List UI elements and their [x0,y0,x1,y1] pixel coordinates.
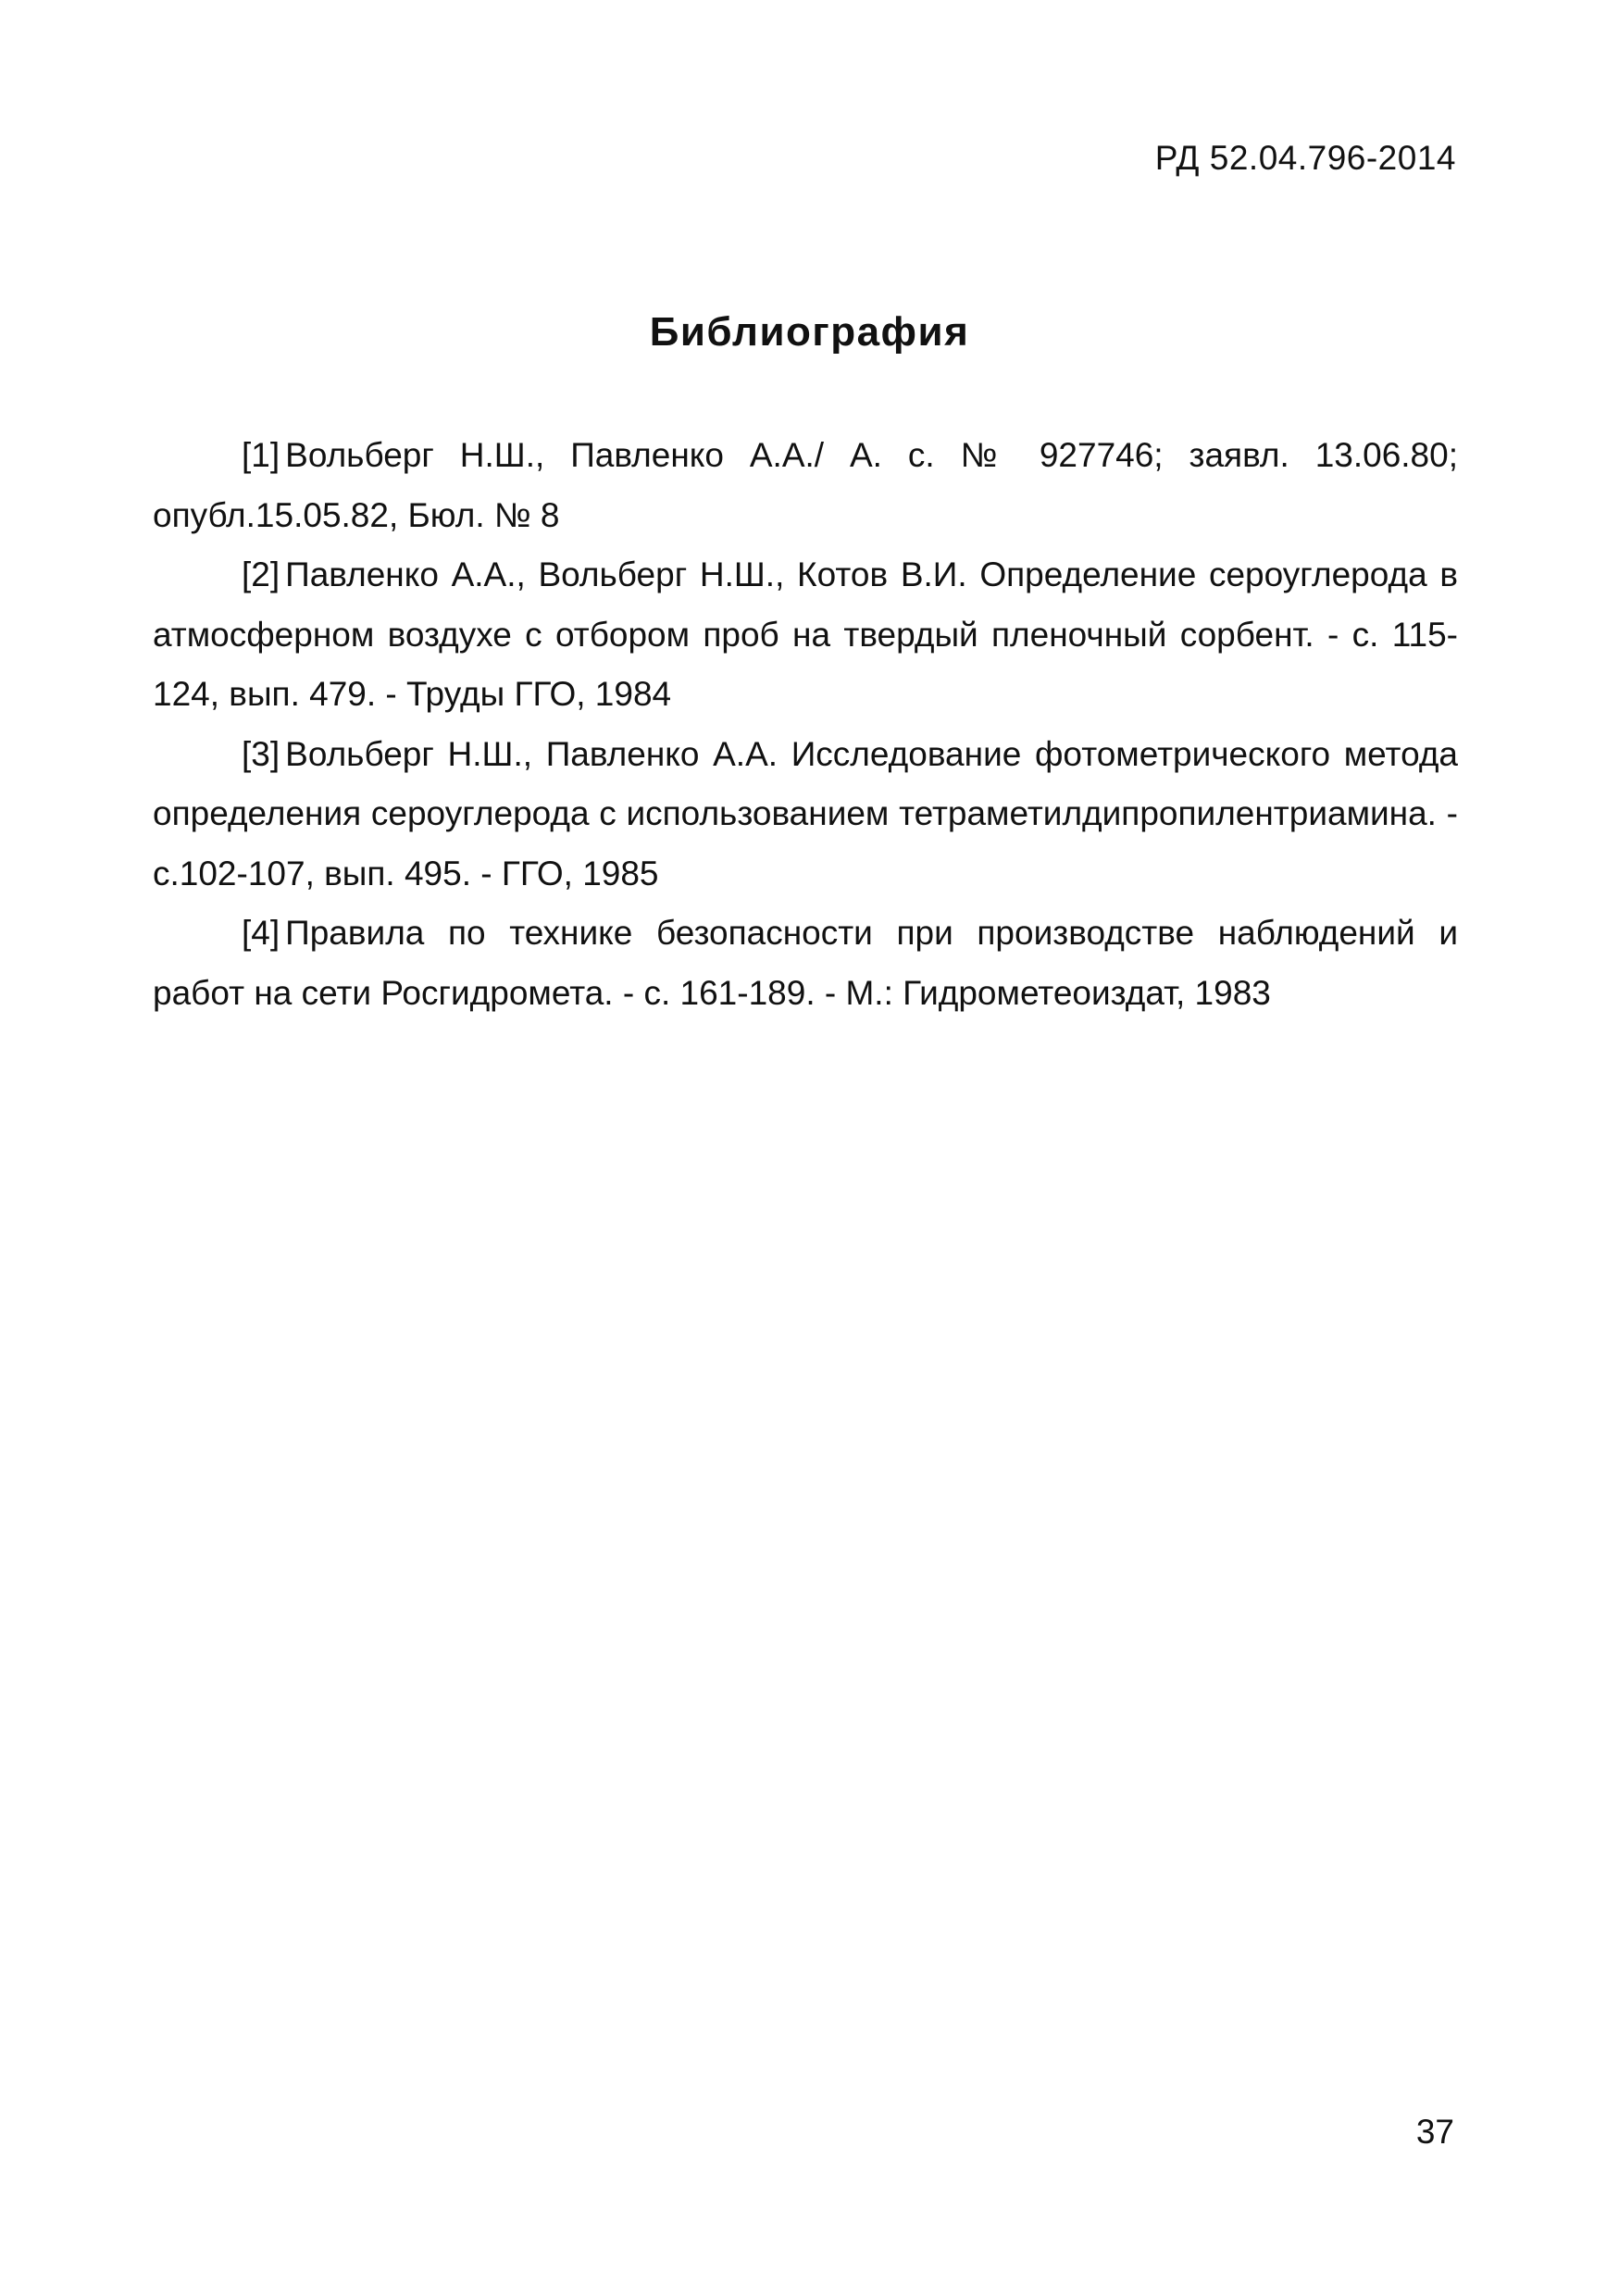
entry-text: Правила по технике безопасности при производстве наблюдений и работ на сети Росгидромета. - с. 161-189. - М.: Гидрометеоиздат, 1983 [153,914,1458,1012]
page-title: Библиография [649,309,970,356]
entry-number: [3] [242,734,280,773]
page-number: 37 [1415,2113,1454,2151]
entry-number: [4] [242,914,280,952]
bibliography-entry-3 [153,725,1458,905]
entry-text: Вольберг Н.Ш., Павленко А.А. Исследование фотометрического метода определения сероуглерода с использованием тетраметилдипропилентриамина. - с.102-107, вып. 495. - ГГО, 1985 [153,734,1458,892]
entry-text: Павленко А.А., Вольберг Н.Ш., Котов В.И. Определение сероуглерода в атмосферном воздухе с отбором проб на твердый пленочный сорбент. - с. 115-124, вып. 479. - Труды ГГО, 1984 [153,555,1458,713]
entry-number: [2] [242,555,280,593]
bibliography-entry-2 [153,545,1458,725]
entry-number: [1] [242,436,280,474]
bibliography-entry-4 [153,904,1458,1023]
entry-text: Вольберг Н.Ш., Павленко А.А./ А. с. № 927746; заявл. 13.06.80; опубл.15.05.82, Бюл. № 8 [153,436,1458,534]
document-code: РД 52.04.796-2014 [1154,139,1456,177]
bibliography-entry-1 [153,426,1458,545]
bibliography-list [153,426,1458,1023]
